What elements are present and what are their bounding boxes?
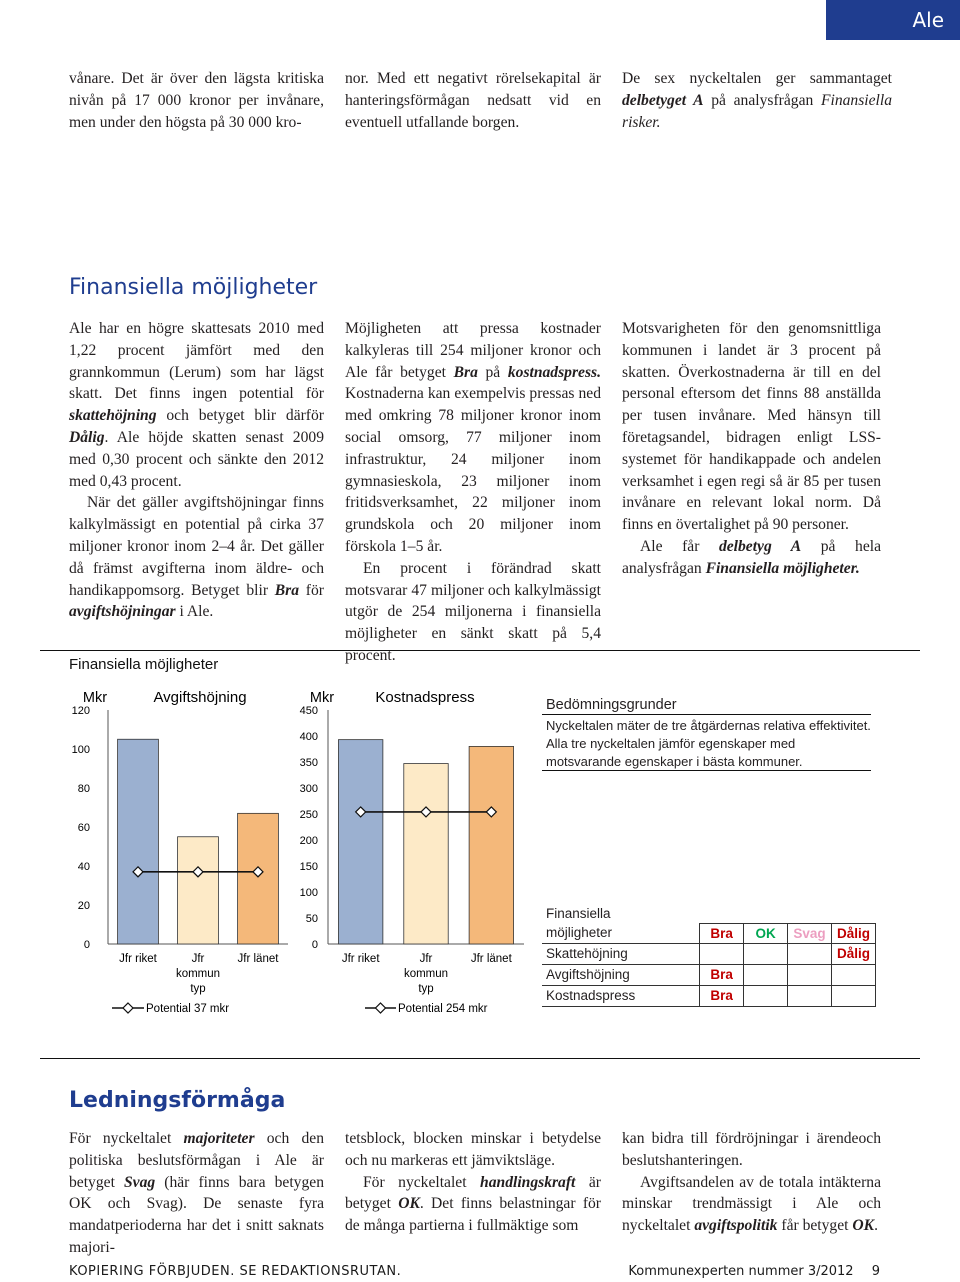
section1-column-1 (69, 318, 324, 623)
section-heading-ledning: Ledningsförmåga (69, 1088, 286, 1113)
category-label: typ (418, 983, 434, 995)
paragraph: tetsblock, blocken minskar i betydelse och nu markeras ett jämviktsläge. (345, 1130, 601, 1169)
section2-column-2 (345, 1128, 601, 1237)
paragraph: Ale får delbetyg A på hela analysfrågan Finansiella möjligheter. (622, 537, 881, 577)
y-tick-label: 100 (299, 887, 318, 899)
paragraph: När det gäller avgiftshöjningar finns kalkylmässigt en potential på cirka 37 miljoner kronor inom 2–4 år. Det gäller då främst avgifterna inom äldre- och handikappomsorg. Betyget blir Bra för avgiftshöjningar i Ale. (69, 494, 324, 621)
y-tick-label: 0 (311, 939, 318, 951)
bar (238, 813, 279, 944)
y-tick-label: 40 (77, 861, 90, 873)
criteria-text: Nyckeltalen mäter de tre åtgärdernas relativa effektivitet. Alla tre nyckeltalen jämför egenskaper med motsvarande egenskaper i bästa kommuner. (546, 718, 871, 769)
bar (469, 746, 513, 944)
paragraph: För nyckeltalet handlingskraft är betyget OK. Det finns belastningar för de många partierna i fullmäktige som (345, 1173, 601, 1235)
section2-column-3 (622, 1128, 881, 1237)
paragraph: För nyckeltalet majoriteter och den politiska beslutsförmågan i Ale är betyget Svag (här finns bara betygen OK och Svag). De senaste fyra mandatperioderna har det i snitt saknats majori- (69, 1130, 324, 1256)
footer-right (628, 1264, 880, 1279)
header-tab (826, 0, 960, 40)
category-label: kommun (403, 968, 449, 980)
section1-column-2 (345, 318, 601, 667)
paragraph: nor. Med ett negativt rörelsekapital är hanteringsförmågan nedsatt vid en eventuell utfallande borgen. (345, 70, 601, 131)
paragraph: Motsvarigheten för den genomsnittliga kommunen i landet är 3 procent på skatten. Överkostnaderna är till en del personal eftersom det finns 88 anställda per tusen invånare. Med hänsyn till företagsandel, bidragen enligt LSS-systemet för handikappade och andelen verksamhet i egen regi så är 85 per tusen invånare en relevant lokal norm. Då finns en övertalighet på 90 personer. (622, 320, 881, 534)
category-label: Jfr länet (237, 953, 279, 965)
y-tick-label: 100 (71, 744, 90, 756)
rating-table-title-1: Finansiella (546, 905, 611, 921)
scale-bra: Bra (700, 923, 744, 943)
legend-label: Potential 37 mkr (146, 1003, 230, 1015)
y-axis-unit: Mkr (309, 690, 335, 706)
top-column-2 (345, 68, 601, 133)
y-tick-label: 80 (77, 783, 90, 795)
y-tick-label: 120 (71, 705, 90, 717)
paragraph: Möjligheten att pressa kostnader kalkyleras till 254 miljoner kronor och Ale får betyget Bra på kostnadspress. Kostnaderna kan exempelvis pressas ned med omkring 78 miljoner kronor inom social omsorg, 77 miljoner inom infrastruktur, 24 miljoner inom gymnasieskola, 23 miljoner inom fritidsverksamhet, 22 miljoner inom grundskola och 20 miljoner inom förskola 1–5 år. (345, 320, 601, 555)
category-label: Jfr länet (470, 953, 512, 965)
scale-svag: Svag (788, 923, 832, 943)
rating-table-title-2: möjligheter (546, 925, 613, 941)
y-axis-unit: Mkr (82, 690, 108, 706)
header-tab-label: Ale (912, 8, 944, 32)
paragraph: kan bidra till fördröjningar i ärendeoch beslutshanteringen. (622, 1130, 881, 1169)
figure-top-rule (40, 650, 920, 651)
section1-column-3 (622, 318, 881, 580)
bar (118, 739, 159, 944)
figure-title: Finansiella möjligheter (69, 656, 219, 673)
page-number: 9 (871, 1264, 880, 1279)
paragraph: De sex nyckeltalen ger sammantaget delbetyget A på analysfrågan Finansiella risker. (622, 70, 893, 131)
top-column-1 (69, 68, 324, 133)
rating-row (542, 943, 876, 964)
rating-row-label: Avgiftshöjning (542, 964, 700, 985)
y-tick-label: 150 (299, 861, 318, 873)
rating-row-label: Skattehöjning (542, 943, 700, 964)
chart-title: Avgiftshöjning (153, 689, 247, 706)
y-tick-label: 300 (299, 783, 318, 795)
section-heading-finansiella: Finansiella möjligheter (69, 275, 318, 300)
category-label: Jfr (419, 953, 433, 965)
footer-copyright: KOPIERING FÖRBJUDEN. SE REDAKTIONSRUTAN. (69, 1264, 402, 1279)
y-tick-label: 450 (299, 705, 318, 717)
criteria-heading: Bedömningsgrunder (542, 693, 871, 715)
rating-row-value: Dålig (832, 943, 876, 964)
scale-ok: OK (744, 923, 788, 943)
rating-row (542, 964, 876, 985)
category-label: typ (190, 983, 206, 995)
rating-row (542, 985, 876, 1006)
y-tick-label: 200 (299, 835, 318, 847)
bar (404, 764, 448, 944)
rating-row-label: Kostnadspress (542, 985, 700, 1006)
y-tick-label: 0 (83, 939, 90, 951)
bar (178, 837, 219, 944)
y-tick-label: 400 (299, 731, 318, 743)
category-label: kommun (175, 968, 221, 980)
rating-row-value: Bra (700, 964, 744, 985)
category-label: Jfr riket (341, 953, 380, 965)
paragraph: vånare. Det är över den lägsta kritiska nivån på 17 000 kronor per invånare, men under den högsta på 30 000 kro- (69, 70, 324, 131)
paragraph: Ale har en högre skattesats 2010 med 1,22 procent jämfört med den grannkommun (Lerum) som har lägst skatt. Det finns ingen potential för skattehöjning och betyget blir därför Dålig. Ale höjde skatten senast 2009 med 0,30 procent och sänkte den 2012 med 0,43 procent. (69, 320, 324, 490)
legend-label: Potential 254 mkr (398, 1003, 488, 1015)
top-column-3 (622, 68, 892, 133)
legend-marker (376, 1003, 386, 1013)
rating-row-value: Bra (700, 985, 744, 1006)
y-tick-label: 250 (299, 809, 318, 821)
chart-title: Kostnadspress (375, 689, 475, 706)
scale-dalig: Dålig (832, 923, 876, 943)
y-tick-label: 350 (299, 757, 318, 769)
paragraph: En procent i förändrad skatt motsvarar 47 miljoner och kalkylmässigt utgör de 254 miljonerna i finansiella möjligheter en sänkt skatt på 5,4 procent. (345, 559, 601, 664)
rating-table (542, 903, 876, 1007)
legend-marker (123, 1003, 133, 1013)
figure-bottom-rule (40, 1058, 920, 1059)
y-tick-label: 50 (305, 913, 318, 925)
y-tick-label: 20 (77, 900, 90, 912)
category-label: Jfr riket (119, 953, 157, 965)
category-label: Jfr (191, 953, 205, 965)
bar (338, 740, 382, 944)
footer-issue: Kommunexperten nummer 3/2012 (628, 1264, 854, 1279)
criteria-box (542, 693, 871, 771)
y-tick-label: 60 (77, 822, 90, 834)
paragraph: Avgiftsandelen av de totala intäkterna minskar trendmässigt i Ale och nyckeltalet avgiftspolitik får betyget OK. (622, 1173, 881, 1235)
section2-column-1 (69, 1128, 324, 1259)
